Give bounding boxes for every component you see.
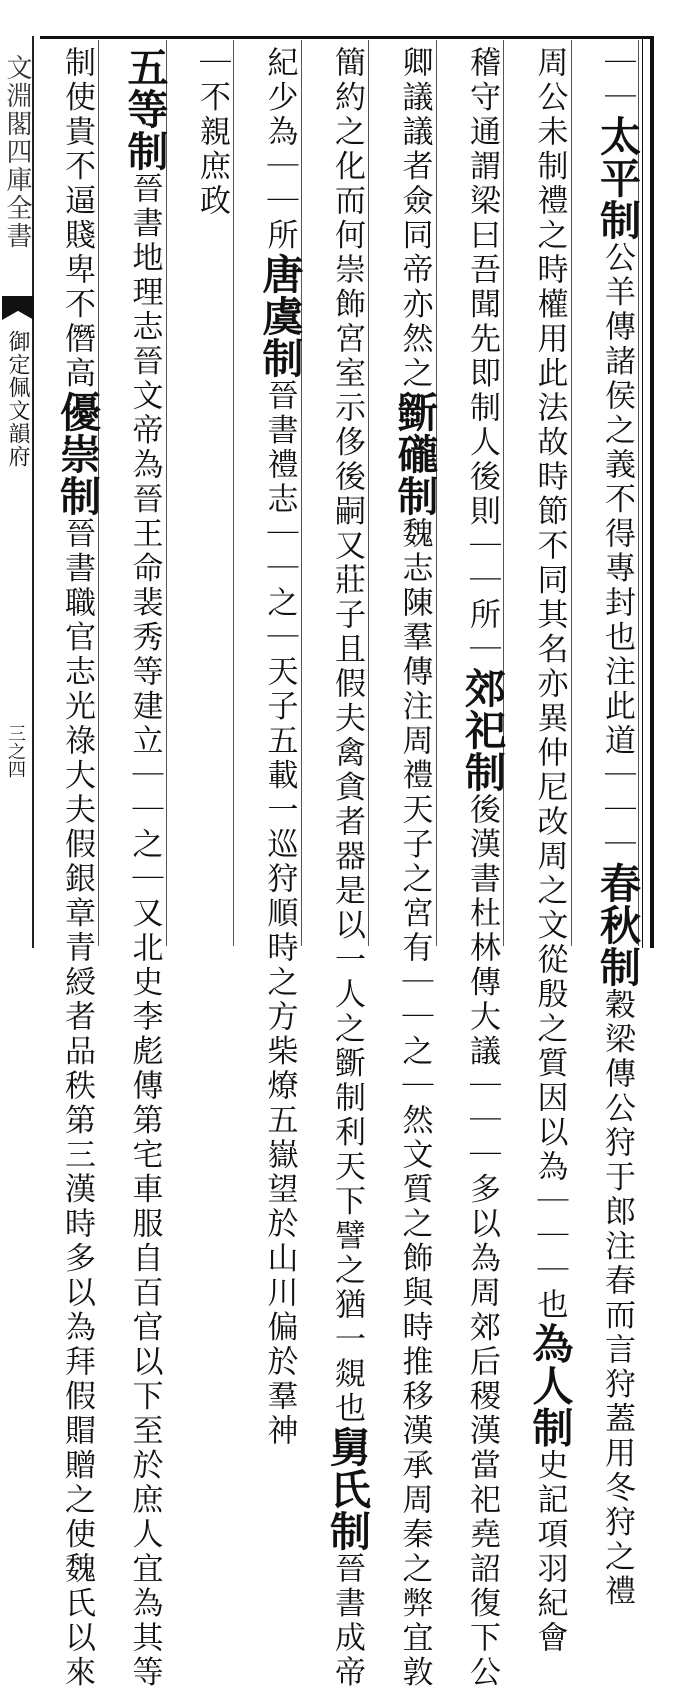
column-rule	[233, 40, 234, 946]
margin-rule	[32, 36, 34, 948]
entry-text: 稽守通謂梁曰吾聞先即制人後則｜｜所｜	[464, 46, 500, 667]
text-column	[120, 46, 169, 1690]
text-column	[255, 46, 304, 1449]
top-border	[40, 36, 654, 39]
entry-heading: 太平制	[593, 115, 641, 241]
entry-text: 晉書地理志晉文帝為晉王命裴秀等建立｜｜之｜又北史李彪傳第宅車服自百官以下至於庶人宜為其等	[126, 172, 163, 1690]
column-rule	[301, 40, 302, 946]
entry-heading: 優崇制	[53, 391, 101, 517]
entry-text: 卿議議者僉同帝亦然之	[396, 46, 433, 391]
text-column	[390, 46, 439, 1690]
text-column	[458, 46, 506, 1690]
column-rule	[166, 40, 167, 946]
margin-header-text: 文淵閣四庫全書	[2, 54, 32, 250]
page-number: 三之四	[5, 724, 26, 778]
text-column	[195, 46, 229, 219]
book-title: 御定佩文韻府	[5, 330, 30, 468]
entry-text: 史記項羽紀會	[531, 1448, 568, 1656]
right-border-inner	[642, 36, 643, 948]
entry-text: 晉書禮志｜｜之｜天子五載一巡狩順時之方柴燎五嶽望於山川偏於羣神	[261, 379, 298, 1449]
entry-text: 晉書成帝	[329, 1552, 365, 1690]
right-border	[650, 36, 654, 948]
entry-text: ｜｜	[599, 46, 635, 115]
entry-heading: 舅氏制	[323, 1426, 371, 1552]
entry-text: 魏志陳羣傳注周禮天子之宮有｜｜之｜然文質之飾與時推移漢承周秦之弊宜敦	[396, 517, 433, 1690]
entry-text: 晉書職官志光祿大夫假銀章青綬者品秩第三漢時多以為拜假賵贈之使魏氏以來	[59, 517, 95, 1690]
entry-heading: 郊祀制	[458, 667, 506, 793]
column-rule	[368, 40, 369, 946]
column-rule	[571, 40, 572, 946]
entry-heading: 斵礲制	[390, 391, 439, 517]
entry-heading: 為人制	[525, 1322, 574, 1449]
entry-heading: 五等制	[120, 46, 169, 172]
entry-text: 後漢書杜林傳大議｜｜｜多以為周郊后稷漢當祀堯詔復下公	[464, 793, 500, 1690]
entry-text: 制使貴不逼賤卑不僭高	[59, 46, 95, 391]
text-column	[525, 46, 574, 1656]
column-rule	[503, 40, 504, 946]
entry-text: ｜不親庶政	[194, 46, 230, 219]
entry-text: 周公未制禮之時權用此法故時節不同其名亦異仲尼改周之文從殷之質因以為｜｜｜也	[531, 46, 568, 1323]
entry-heading: 唐虞制	[255, 253, 304, 379]
entry-text: 紀少為｜｜所	[261, 46, 298, 253]
text-column	[53, 46, 101, 1690]
text-column	[323, 46, 371, 1690]
entry-text: 簡約之化而何崇飾宮室示侈後嗣又莊子且假夫禽貪者器是以一人之斵制利天下譬之猶一覢也	[329, 46, 365, 1426]
entry-text: 公羊傳諸侯之義不得專封也注此道｜｜｜	[599, 241, 635, 862]
entry-text: 穀梁傳公狩于郎注春而言狩蓋用冬狩之禮	[599, 988, 635, 1609]
text-column	[593, 46, 641, 1609]
entry-heading: 春秋制	[593, 862, 641, 988]
